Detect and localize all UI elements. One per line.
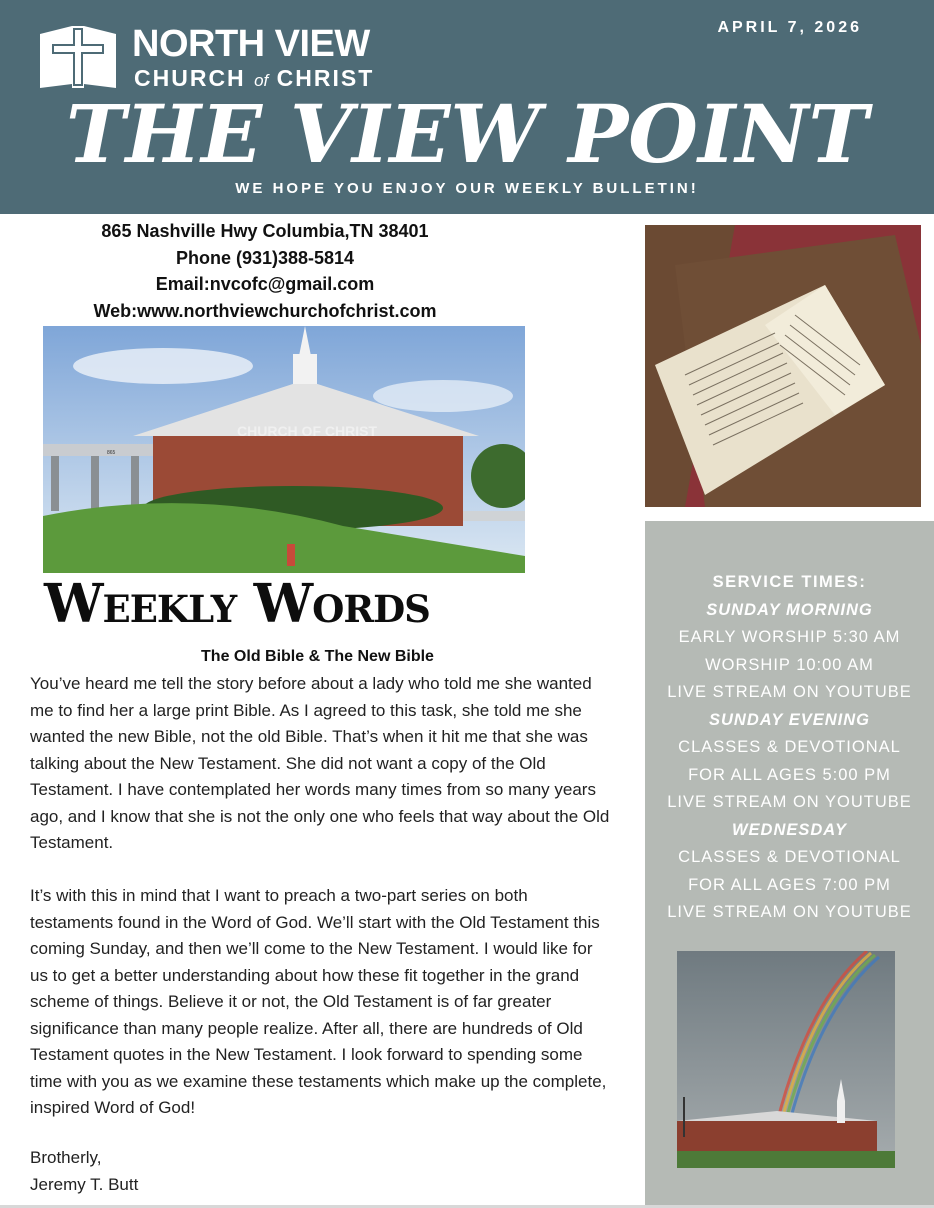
newsletter-title: THE VIEW POINT [65,87,869,181]
address: 865 Nashville Hwy Columbia,TN 38401 [101,221,429,241]
website: Web:www.northviewchurchofchrist.com [93,300,437,321]
article-signoff [30,1145,138,1198]
service-times-panel [645,521,934,1206]
evening-ages-time: FOR ALL AGES 5:00 PM [688,765,891,784]
phone: Phone (931)388-5814 [175,247,355,268]
tagline: WE HOPE YOU ENJOY OUR WEEKLY BULLETIN! [235,180,699,197]
article-body [30,671,610,1148]
sunday-evening-heading: SUNDAY EVENING [708,710,870,729]
church-name-subtitle: CHURCH of CHRIST [134,65,375,91]
article-paragraph: You’ve heard me tell the story before about a lady who told me she wanted me to find her a large print Bible. As I agreed to this task, she told me she wanted the new Bible, not the old Bible. That’s when it hit me that she was talking about the New Testament. She did not want a copy of the Old Testament. I have contemplated her words many times from so many years ago, and I know that she is not the only one who feels that way about the Old Testament. [30,674,610,852]
sunday-morning-heading: SUNDAY MORNING [706,600,873,619]
contact-info [30,218,500,324]
church-name: NORTH VIEW [132,23,370,65]
masthead-banner [0,0,934,214]
livestream-note: LIVE STREAM ON YOUTUBE [667,793,912,811]
issue-date: APRIL 7, 2026 [717,19,862,36]
livestream-note: LIVE STREAM ON YOUTUBE [667,903,912,921]
closing: Brotherly, [30,1148,102,1167]
service-times-list [645,569,934,927]
open-bible-photo [645,225,921,507]
weekly-words-heading: Weekly Words [44,573,430,635]
wednesday-heading: WEDNESDAY [731,820,848,839]
wednesday-ages-time: FOR ALL AGES 7:00 PM [688,875,891,894]
church-building-photo [43,326,525,573]
livestream-note: LIVE STREAM ON YOUTUBE [667,683,912,701]
article-paragraph: It’s with this in mind that I want to preach a two-part series on both testaments found in the Word of God. We’ll start with the Old Testament this coming Sunday, and then we’ll come to the New Testament. I would like for us to get a better understanding about how these fit together in the grand scheme of things. Believe it or not, the Old Testament is of far greater significance than many people realize. After all, there are hundreds of Old Testament quotes in the New Testament. I look forward to spending some time with you as we examine these testaments which make up the complete, inspired Word of God! [30,886,607,1117]
address-number-sign: 865 [107,450,116,456]
author: Jeremy T. Butt [30,1174,139,1194]
email: Email:nvcofc@gmail.com [155,274,375,294]
evening-classes: CLASSES & DEVOTIONAL [678,738,901,756]
service-times-heading: SERVICE TIMES: [712,573,867,591]
wednesday-classes: CLASSES & DEVOTIONAL [678,848,901,866]
worship-time: WORSHIP 10:00 AM [705,655,874,674]
church-logo-icon [38,24,118,90]
early-worship-time: EARLY WORSHIP 5:30 AM [678,628,901,646]
article-title: The Old Bible & The New Bible [201,648,434,665]
rainbow-church-photo [677,951,895,1168]
church-sign-text: CHURCH OF CHRIST [237,423,377,439]
